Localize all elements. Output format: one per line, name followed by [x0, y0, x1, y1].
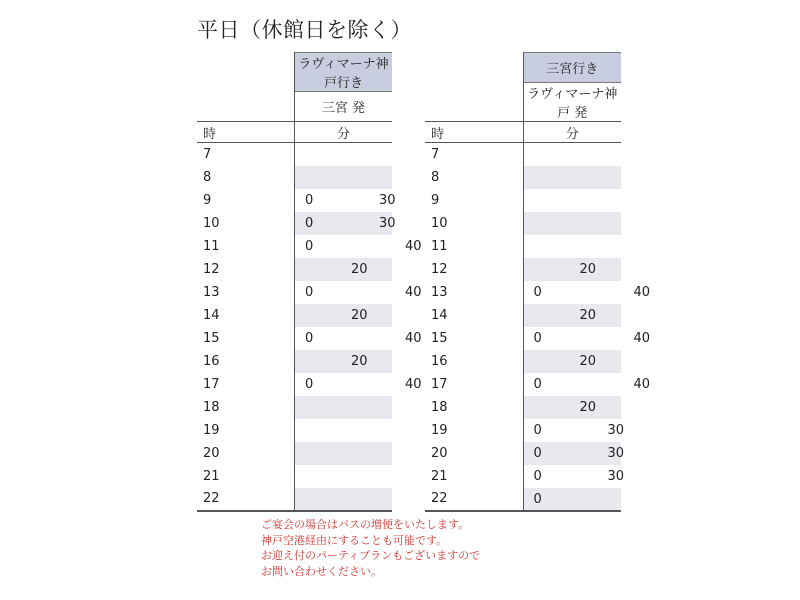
timetable-rows	[425, 143, 651, 511]
timetable-row	[425, 166, 621, 189]
minutes-cell	[295, 258, 393, 281]
hour-cell: 9	[197, 189, 295, 212]
departure-minute: 30	[607, 468, 625, 484]
minutes-cell	[523, 304, 621, 327]
timetable-row	[197, 373, 392, 396]
timetable-to-sannomiya	[425, 52, 651, 512]
hour-cell: 8	[197, 166, 295, 189]
timetable-row	[197, 143, 392, 166]
minutes-cell	[295, 143, 393, 166]
timetable-row	[197, 212, 392, 235]
departure-minute: 0	[305, 376, 314, 392]
destination-label: ラヴィマーナ神戸行き	[295, 53, 393, 92]
hour-cell: 16	[197, 350, 295, 373]
hour-cell: 13	[197, 281, 295, 304]
minutes-cell	[295, 327, 422, 350]
hour-cell: 11	[197, 235, 295, 258]
departure-minute: 0	[305, 215, 314, 231]
departure-minute: 40	[633, 284, 651, 300]
departure-minute: 20	[351, 307, 368, 323]
timetable-row	[425, 143, 621, 166]
minute-column-header: 分	[523, 122, 621, 143]
timetable-row	[425, 281, 621, 304]
hour-cell: 13	[425, 281, 523, 304]
timetable-row	[425, 189, 621, 212]
minutes-cell	[523, 281, 651, 304]
hour-cell: 12	[425, 258, 523, 281]
hour-cell: 7	[197, 143, 295, 166]
minutes-cell	[523, 166, 621, 189]
departure-minute: 0	[533, 445, 542, 461]
notice-line: ご宴会の場合はバスの増便をいたします。	[261, 518, 470, 531]
minutes-cell	[295, 465, 393, 488]
timetable-row	[425, 442, 621, 465]
notice-line: お問い合わせください。	[261, 564, 382, 578]
timetable-row	[197, 419, 392, 442]
minutes-cell	[295, 166, 393, 189]
minutes-cell	[295, 488, 393, 511]
minutes-cell	[523, 488, 621, 511]
departure-minute: 40	[405, 284, 422, 300]
timetable-row	[197, 488, 392, 511]
hour-cell: 14	[197, 304, 295, 327]
departure-minute: 40	[405, 376, 422, 392]
hour-cell: 7	[425, 143, 523, 166]
minutes-cell	[523, 419, 625, 442]
timetable-row	[425, 258, 621, 281]
minutes-cell	[523, 442, 625, 465]
timetable-row	[197, 281, 392, 304]
minutes-cell	[523, 143, 621, 166]
hour-cell: 9	[425, 189, 523, 212]
timetable-row	[425, 373, 621, 396]
timetable-row	[425, 465, 621, 488]
minutes-cell	[295, 281, 422, 304]
minutes-cell	[523, 235, 621, 258]
departure-minute: 0	[533, 330, 542, 346]
departure-minute: 0	[305, 284, 314, 300]
departure-minute: 20	[579, 261, 597, 277]
header-spacer	[197, 53, 295, 92]
hour-cell: 22	[197, 488, 295, 511]
minutes-cell	[523, 212, 621, 235]
minutes-cell	[523, 396, 621, 419]
hour-cell: 22	[425, 488, 523, 511]
minutes-cell	[295, 350, 393, 373]
destination-label: 三宮行き	[523, 53, 621, 83]
minutes-cell	[295, 396, 393, 419]
departure-minute: 40	[633, 376, 651, 392]
hour-cell: 19	[197, 419, 295, 442]
hour-cell: 8	[425, 166, 523, 189]
hour-cell: 20	[425, 442, 523, 465]
hour-cell: 21	[425, 465, 523, 488]
minutes-cell	[295, 373, 422, 396]
hour-cell: 17	[425, 373, 523, 396]
hour-cell: 15	[425, 327, 523, 350]
origin-label: 三宮 発	[321, 101, 366, 116]
minutes-cell	[295, 442, 393, 465]
departure-minute: 0	[533, 491, 542, 507]
timetable-rows	[197, 143, 422, 511]
timetable-row	[197, 465, 392, 488]
minutes-cell	[295, 235, 422, 258]
timetable-row	[197, 189, 392, 212]
timetable-to-lavimana	[197, 52, 422, 512]
timetable-row	[425, 350, 621, 373]
timetable-row	[197, 327, 392, 350]
departure-minute: 20	[351, 261, 368, 277]
departure-minute: 20	[351, 353, 368, 369]
departure-minute: 20	[579, 307, 597, 323]
notice-text	[261, 517, 480, 579]
header-spacer	[425, 53, 523, 83]
header-spacer	[425, 83, 523, 122]
timetable-row	[197, 304, 392, 327]
hour-cell: 19	[425, 419, 523, 442]
departure-minute: 0	[533, 422, 542, 438]
minutes-cell	[523, 189, 621, 212]
timetable-row	[425, 488, 621, 511]
timetable-row	[197, 350, 392, 373]
timetable-row	[425, 396, 621, 419]
origin-label: ラヴィマーナ神戸 発	[527, 87, 618, 121]
departure-minute: 0	[533, 468, 542, 484]
timetable-row	[425, 212, 621, 235]
hour-cell: 10	[425, 212, 523, 235]
minutes-cell	[523, 350, 621, 373]
timetable-row	[425, 304, 621, 327]
timetable-row	[197, 166, 392, 189]
departure-minute: 0	[305, 192, 314, 208]
header-spacer	[197, 92, 295, 122]
minutes-cell	[295, 189, 396, 212]
timetable-row	[197, 258, 392, 281]
minutes-cell	[295, 304, 393, 327]
departure-minute: 30	[379, 192, 396, 208]
minute-column-header: 分	[295, 122, 393, 143]
timetable-row	[425, 327, 621, 350]
hour-cell: 18	[197, 396, 295, 419]
departure-minute: 40	[405, 330, 422, 346]
hour-cell: 14	[425, 304, 523, 327]
minutes-cell	[523, 465, 625, 488]
hour-cell: 20	[197, 442, 295, 465]
minutes-cell	[295, 419, 393, 442]
minutes-cell	[523, 373, 651, 396]
departure-minute: 40	[633, 330, 651, 346]
timetable-row	[425, 419, 621, 442]
hour-cell: 11	[425, 235, 523, 258]
departure-minute: 0	[533, 284, 542, 300]
departure-minute: 30	[607, 422, 625, 438]
notice-line: 神戸空港経由にすることも可能です。	[261, 533, 448, 547]
page-title: 平日（休館日を除く）	[197, 18, 412, 42]
hour-cell: 15	[197, 327, 295, 350]
timetable-row	[197, 396, 392, 419]
minutes-cell	[523, 327, 651, 350]
minutes-cell	[523, 258, 621, 281]
timetable-row	[197, 442, 392, 465]
departure-minute: 30	[607, 445, 625, 461]
timetable-row	[197, 235, 392, 258]
notice-line: お迎え付のパーティプランもございますので	[261, 549, 481, 562]
hour-cell: 16	[425, 350, 523, 373]
hour-column-header: 時	[425, 122, 523, 143]
hour-cell: 10	[197, 212, 295, 235]
hour-cell: 12	[197, 258, 295, 281]
departure-minute: 0	[305, 238, 314, 254]
hour-cell: 17	[197, 373, 295, 396]
hour-cell: 21	[197, 465, 295, 488]
departure-minute: 0	[533, 376, 542, 392]
departure-minute: 0	[305, 330, 314, 346]
timetable-row	[425, 235, 621, 258]
hour-column-header: 時	[197, 122, 295, 143]
minutes-cell	[295, 212, 396, 235]
departure-minute: 20	[579, 353, 597, 369]
departure-minute: 20	[579, 399, 597, 415]
departure-minute: 30	[379, 215, 396, 231]
hour-cell: 18	[425, 396, 523, 419]
departure-minute: 40	[405, 238, 422, 254]
